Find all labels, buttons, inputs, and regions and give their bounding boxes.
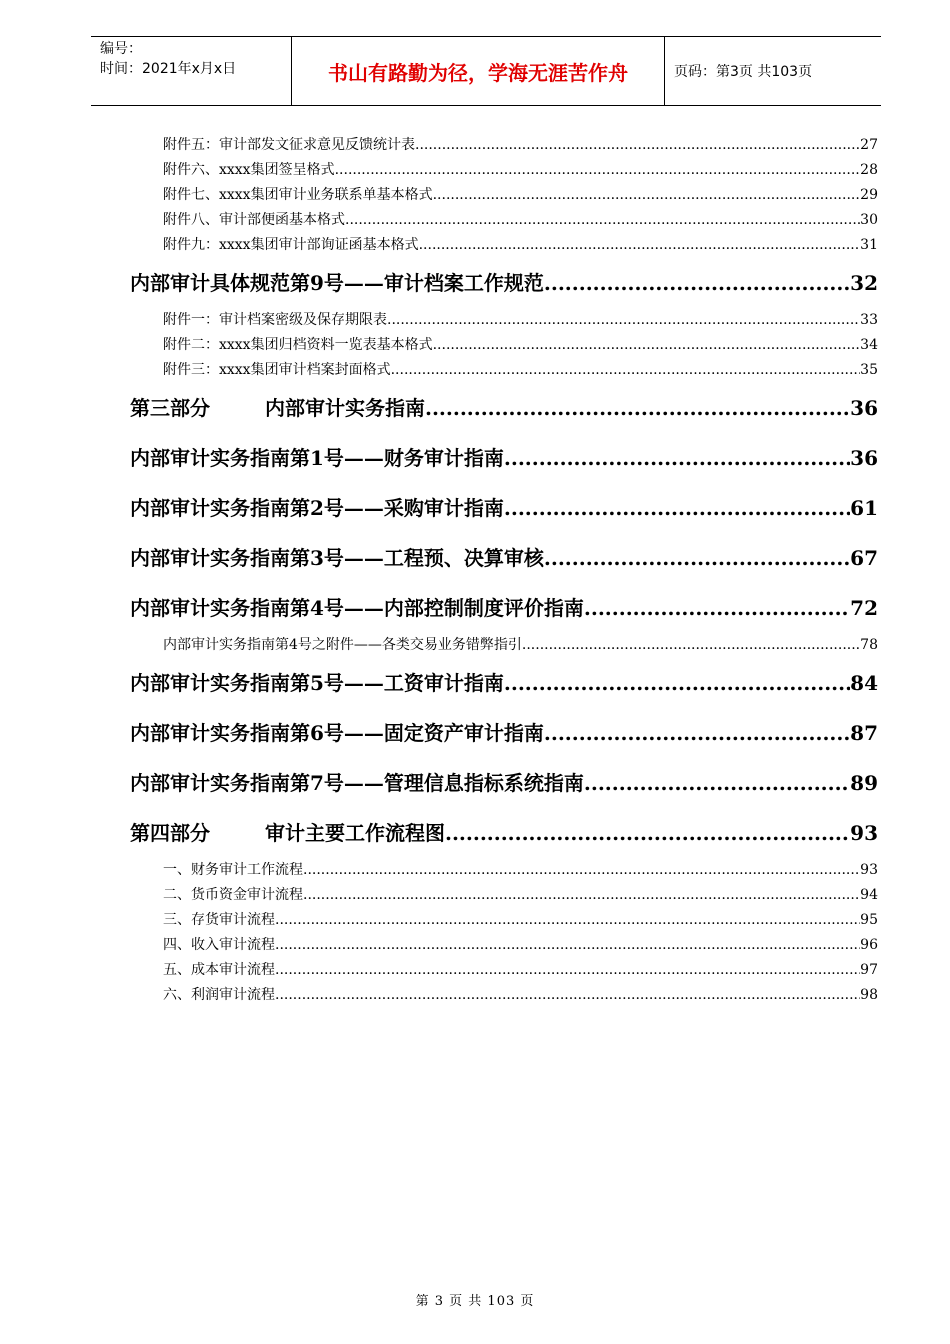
toc-entry-title: 附件五：审计部发文征求意见反馈统计表 bbox=[163, 137, 415, 153]
toc-entry[interactable] bbox=[130, 308, 878, 333]
toc-entry-page: 33 bbox=[860, 312, 878, 328]
toc-dot-leader bbox=[387, 308, 860, 333]
toc-entry[interactable] bbox=[130, 958, 878, 983]
toc-entry-page: 96 bbox=[860, 937, 878, 953]
toc-entry[interactable] bbox=[130, 883, 878, 908]
toc-entry[interactable] bbox=[130, 658, 878, 708]
toc-entry[interactable] bbox=[130, 633, 878, 658]
toc-entry[interactable] bbox=[130, 433, 878, 483]
toc-dot-leader bbox=[433, 333, 861, 358]
toc-entry[interactable] bbox=[130, 183, 878, 208]
table-of-contents bbox=[130, 133, 878, 1008]
toc-entry-page: 36 bbox=[850, 446, 878, 470]
header-motto: 书山有路勤为径，学海无涯苦作舟 bbox=[292, 37, 665, 105]
toc-dot-leader bbox=[275, 958, 860, 983]
toc-entry[interactable] bbox=[130, 258, 878, 308]
toc-dot-leader bbox=[522, 633, 860, 658]
toc-entry-title: 内部审计实务指南第1号——财务审计指南 bbox=[130, 446, 504, 470]
toc-dot-leader bbox=[275, 908, 860, 933]
toc-entry[interactable] bbox=[130, 983, 878, 1008]
toc-entry-title: 内部审计实务指南第4号——内部控制制度评价指南 bbox=[130, 596, 584, 620]
toc-entry-title: 三、存货审计流程 bbox=[163, 912, 275, 928]
toc-entry-title: 附件六、xxxx集团签呈格式 bbox=[163, 162, 335, 178]
toc-part-title: 内部审计实务指南 bbox=[265, 396, 425, 420]
toc-entry-title: 附件七、xxxx集团审计业务联系单基本格式 bbox=[163, 187, 433, 203]
header-page-info: 页码：第3页 共103页 bbox=[674, 64, 813, 80]
toc-entry[interactable] bbox=[130, 158, 878, 183]
toc-dot-leader bbox=[433, 183, 861, 208]
toc-entry-title: 附件八、审计部便函基本格式 bbox=[163, 212, 345, 228]
toc-entry-page: 94 bbox=[860, 887, 878, 903]
toc-dot-leader bbox=[445, 808, 850, 858]
toc-entry-page: 29 bbox=[860, 187, 878, 203]
toc-entry-title: 内部审计实务指南第3号——工程预、决算审核 bbox=[130, 546, 544, 570]
toc-entry-page: 36 bbox=[850, 396, 878, 420]
toc-dot-leader bbox=[275, 933, 860, 958]
toc-entry-page: 78 bbox=[860, 637, 878, 653]
toc-entry-page: 72 bbox=[850, 596, 878, 620]
toc-part-label: 第四部分 bbox=[130, 821, 210, 845]
toc-entry-page: 32 bbox=[850, 271, 878, 295]
toc-part-label: 第三部分 bbox=[130, 396, 210, 420]
toc-entry-title: 内部审计具体规范第9号——审计档案工作规范 bbox=[130, 271, 544, 295]
toc-entry-title: 附件九：xxxx集团审计部询证函基本格式 bbox=[163, 237, 419, 253]
toc-entry-page: 95 bbox=[860, 912, 878, 928]
toc-entry[interactable] bbox=[130, 133, 878, 158]
toc-entry[interactable] bbox=[130, 483, 878, 533]
toc-dot-leader bbox=[504, 483, 850, 533]
toc-entry[interactable] bbox=[130, 908, 878, 933]
toc-part-title: 审计主要工作流程图 bbox=[265, 821, 445, 845]
toc-entry-title: 附件一：审计档案密级及保存期限表 bbox=[163, 312, 387, 328]
toc-entry-title: 四、收入审计流程 bbox=[163, 937, 275, 953]
toc-dot-leader bbox=[335, 158, 861, 183]
toc-entry-page: 93 bbox=[860, 862, 878, 878]
toc-dot-leader bbox=[275, 983, 860, 1008]
toc-entry-page: 98 bbox=[860, 987, 878, 1003]
toc-entry-title bbox=[130, 808, 445, 858]
toc-entry-title: 附件三：xxxx集团审计档案封面格式 bbox=[163, 362, 391, 378]
toc-entry[interactable] bbox=[130, 233, 878, 258]
toc-dot-leader bbox=[391, 358, 861, 383]
toc-entry-title: 内部审计实务指南第5号——工资审计指南 bbox=[130, 671, 504, 695]
toc-entry[interactable] bbox=[130, 858, 878, 883]
page-header bbox=[91, 36, 881, 106]
header-meta bbox=[91, 37, 292, 105]
toc-entry[interactable] bbox=[130, 333, 878, 358]
toc-dot-leader bbox=[419, 233, 861, 258]
toc-entry[interactable] bbox=[130, 808, 878, 858]
toc-dot-leader bbox=[504, 433, 850, 483]
page-footer: 第 3 页 共 103 页 bbox=[415, 1294, 535, 1309]
toc-dot-leader bbox=[544, 258, 850, 308]
toc-entry-title: 附件二：xxxx集团归档资料一览表基本格式 bbox=[163, 337, 433, 353]
toc-entry-page: 61 bbox=[850, 496, 878, 520]
toc-dot-leader bbox=[425, 383, 850, 433]
toc-entry-page: 93 bbox=[850, 821, 878, 845]
toc-dot-leader bbox=[544, 533, 850, 583]
toc-entry-page: 35 bbox=[860, 362, 878, 378]
toc-entry[interactable] bbox=[130, 583, 878, 633]
toc-entry-title: 六、利润审计流程 bbox=[163, 987, 275, 1003]
toc-dot-leader bbox=[415, 133, 860, 158]
toc-dot-leader bbox=[345, 208, 860, 233]
toc-entry-page: 89 bbox=[850, 771, 878, 795]
toc-dot-leader bbox=[584, 758, 850, 808]
toc-entry-title: 内部审计实务指南第6号——固定资产审计指南 bbox=[130, 721, 544, 745]
toc-entry-title: 内部审计实务指南第2号——采购审计指南 bbox=[130, 496, 504, 520]
toc-dot-leader bbox=[584, 583, 850, 633]
toc-entry-title: 五、成本审计流程 bbox=[163, 962, 275, 978]
toc-entry-page: 27 bbox=[860, 137, 878, 153]
toc-entry[interactable] bbox=[130, 758, 878, 808]
toc-entry-page: 30 bbox=[860, 212, 878, 228]
number-label: 编号： bbox=[100, 41, 142, 57]
toc-entry-page: 87 bbox=[850, 721, 878, 745]
toc-entry-page: 67 bbox=[850, 546, 878, 570]
toc-entry[interactable] bbox=[130, 708, 878, 758]
time-label: 时间：2021年x月x日 bbox=[100, 61, 237, 77]
toc-entry-page: 31 bbox=[860, 237, 878, 253]
toc-entry-page: 97 bbox=[860, 962, 878, 978]
toc-entry-title: 一、财务审计工作流程 bbox=[163, 862, 303, 878]
toc-dot-leader bbox=[504, 658, 850, 708]
toc-entry[interactable] bbox=[130, 533, 878, 583]
toc-entry[interactable] bbox=[130, 933, 878, 958]
toc-entry-title bbox=[130, 383, 425, 433]
toc-entry[interactable] bbox=[130, 208, 878, 233]
toc-entry-title: 二、货币资金审计流程 bbox=[163, 887, 303, 903]
toc-entry-title: 内部审计实务指南第7号——管理信息指标系统指南 bbox=[130, 771, 584, 795]
toc-dot-leader bbox=[544, 708, 850, 758]
toc-entry-page: 34 bbox=[860, 337, 878, 353]
toc-dot-leader bbox=[303, 883, 860, 908]
toc-entry[interactable] bbox=[130, 383, 878, 433]
toc-entry-title: 内部审计实务指南第4号之附件——各类交易业务错弊指引 bbox=[163, 637, 522, 653]
toc-entry[interactable] bbox=[130, 358, 878, 383]
toc-entry-page: 28 bbox=[860, 162, 878, 178]
toc-dot-leader bbox=[303, 858, 860, 883]
toc-entry-page: 84 bbox=[850, 671, 878, 695]
